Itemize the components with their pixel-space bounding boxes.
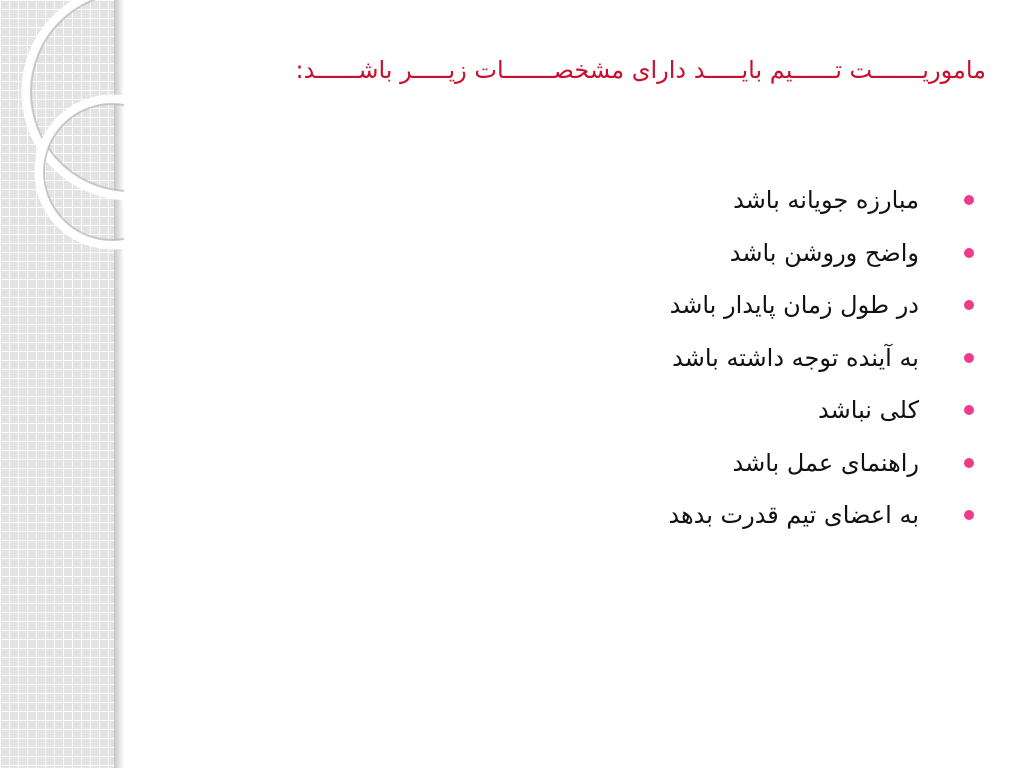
bullet-item <box>374 231 974 284</box>
decorative-rings <box>0 0 124 260</box>
bullet-text: به اعضای تیم قدرت بدهد <box>668 501 919 529</box>
bullet-item <box>374 283 974 336</box>
bullet-item <box>374 336 974 389</box>
bullet-text: راهنمای عمل باشد <box>732 448 919 477</box>
bullet-dot-icon <box>964 405 974 415</box>
bullet-dot-icon <box>964 195 974 205</box>
bullet-dot-icon <box>964 300 974 310</box>
bullet-item <box>374 441 974 494</box>
bullet-item <box>374 388 974 441</box>
bullet-text: مبارزه جویانه باشد <box>733 186 919 214</box>
bullet-text: کلی نباشد <box>818 396 919 424</box>
bullet-dot-icon <box>964 353 974 363</box>
small-ring <box>39 99 124 245</box>
bullet-dot-icon <box>964 248 974 258</box>
bullet-item <box>374 493 974 546</box>
bullet-dot-icon <box>964 510 974 520</box>
bullet-text: به آینده توجه داشته باشد <box>672 343 919 372</box>
bullet-dot-icon <box>964 458 974 468</box>
bullet-item <box>374 178 974 231</box>
bullet-list <box>374 178 974 546</box>
bullet-text: در طول زمان پایدار باشد <box>669 291 919 319</box>
bullet-text: واضح وروشن باشد <box>729 238 919 267</box>
slide-title: ماموریـــــــت تــــــیم بایـــــد دارای مشخصـــــــات زیـــــر باشــــــد: <box>295 56 986 84</box>
